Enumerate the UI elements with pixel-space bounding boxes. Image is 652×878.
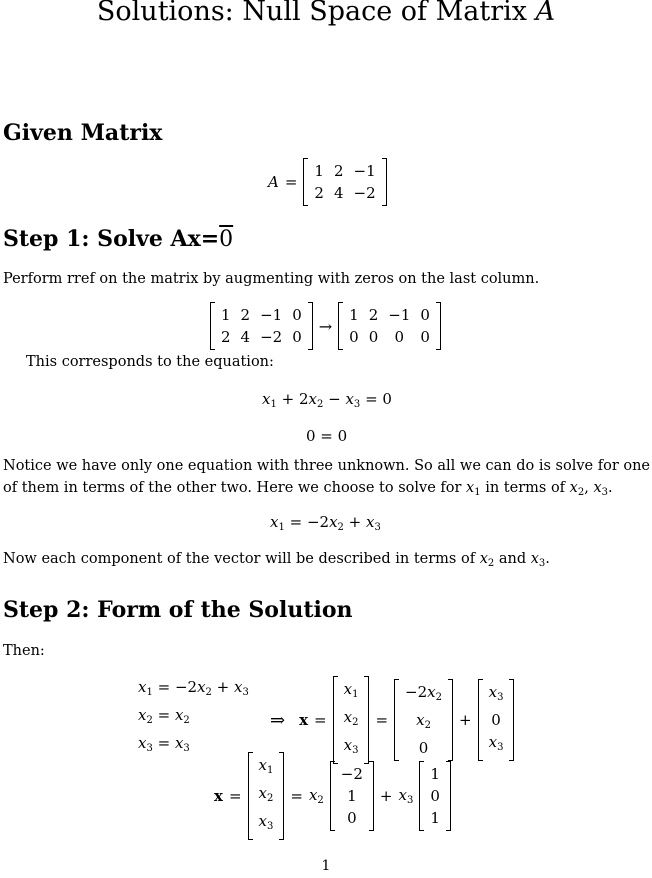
vector-decomposition: ⇒ x = $x_1$ $x_2$ $x_3$ = $-2x_2$ $x_2$ 0 + $x_3$ 0 $x_3$ (270, 676, 514, 764)
augmented-matrix-before: 1 2 −1 0 2 4 −2 0 (210, 302, 313, 350)
paragraph-then: Then: (3, 643, 45, 659)
vector-x-final: $x_1$ $x_2$ $x_3$ (248, 752, 285, 840)
basis-vector-1: −2 1 0 (330, 761, 374, 831)
null-space-basis: x = $x_1$ $x_2$ $x_3$ = $x_2$ −2 1 0 + $x_3$ 1 0 1 (214, 752, 451, 840)
paragraph-rref: Perform rref on the matrix by augmenting with zeros on the last column. (3, 271, 540, 287)
paragraph-notice: Notice we have only one equation with three unknown. So all we can do is solve for one of them in terms of the other two. Here we choose to solve for $x_1$ in terms of $x_2$, $x_3$. (3, 458, 651, 498)
paragraph-corresponds: This corresponds to the equation: (26, 354, 274, 370)
equation-1: $x_1 + 2x_2 - x_3 = 0$ (262, 390, 392, 410)
rref-equation (210, 302, 441, 350)
basis-vector-2: 1 0 1 (419, 761, 451, 831)
arrow-icon: → (318, 316, 333, 336)
equation-2: 0 = 0 (306, 427, 348, 445)
vector-x2-part: $-2x_2$ $x_2$ 0 (394, 679, 453, 761)
implies-icon: ⇒ (270, 709, 286, 731)
heading-step-1: Step 1: Solve Ax=0 (3, 226, 234, 252)
vector-x3-part: $x_3$ 0 $x_3$ (478, 679, 515, 761)
heading-given-matrix: Given Matrix (3, 120, 163, 146)
vector-x: $x_1$ $x_2$ $x_3$ (333, 676, 370, 764)
matrix-a: 1 2 −1 2 4 −2 (303, 158, 386, 206)
component-equations: $x_1 = -2x_2 + x_3$ $x_2 = x_2$ $x_3 = x_3$ (138, 678, 249, 754)
page-number: 1 (321, 858, 331, 874)
augmented-matrix-after: 1 2 −1 0 0 0 0 0 (338, 302, 441, 350)
page-title: Solutions: Null Space of Matrix A (96, 0, 556, 27)
matrix-a-equation: A = 1 2 −1 2 4 −2 (268, 158, 387, 206)
heading-step-2: Step 2: Form of the Solution (3, 597, 353, 623)
equation-3: $x_1 = -2x_2 + x_3$ (270, 513, 381, 533)
paragraph-components: Now each component of the vector will be described in terms of $x_2$ and $x_3$. (3, 551, 550, 569)
